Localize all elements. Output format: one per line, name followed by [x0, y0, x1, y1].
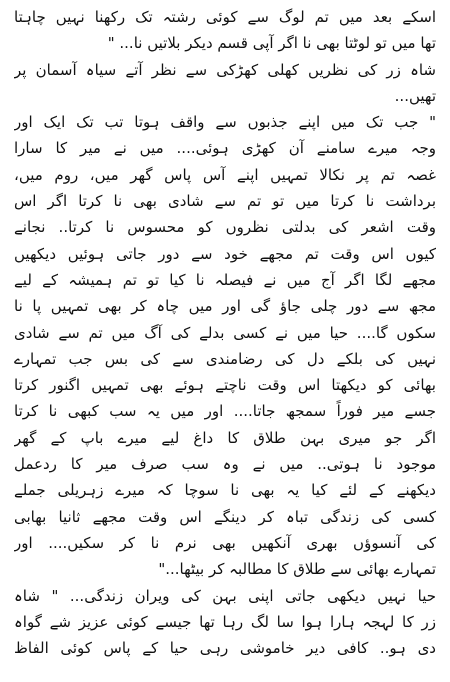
urdu-text-block	[14, 4, 436, 661]
text-line: تھا میں تو لوٹتا بھی نا اگر آپی قسم دیکر بلاتیں نا... "	[107, 34, 436, 53]
text-line: زر کا لہجہ ہارا ہوا سا لگ رہا تھا جیسے کوئی عزیز شے گواہ	[14, 612, 436, 631]
text-line: شاہ زر کی نظریں کھلی کھڑکی سے نظر آتے سیاہ آسمان پر	[14, 60, 436, 79]
text-line: " جب تک میں اپنے جذبوں سے واقف ہوتا تب تک ایک اور	[14, 113, 436, 132]
text-line: کسی کی زندگی تباہ کر دینگے اس وقت مجھے ثانیا بھابی	[14, 507, 436, 526]
text-line: کیوں اس وقت تم مجھے خود سے دور جاتی ہوئیں دیکھیں	[14, 244, 436, 263]
text-line: تمہارے بھائی سے طلاق کا مطالبہ کر بیٹھا..."	[158, 560, 436, 579]
text-line: موجود نا ہوتی.. میں نے وہ سب صرف میر کا ردعمل	[14, 455, 436, 474]
text-line: دی ہو.. کافی دیر خاموشی رہی حیا کے پاس کوئی الفاظ	[14, 639, 436, 658]
text-line: بھائی کو دیکھتا اس وقت ناچتے ہوئے بھی تمہیں اگنور کرتا	[14, 376, 436, 395]
text-line: حیا نہیں دیکھی جاتی اپنی بہن کی ویران زندگی... " شاہ	[14, 586, 436, 605]
text-line: مجھے لگا اگر آج میں نے فیصلہ نا کیا تو تم ہمیشہ کے لیے	[14, 270, 436, 289]
text-line: اسکے بعد میں تم لوگ سے کوئی رشتہ تک رکھنا نہیں چاہتا	[14, 8, 436, 26]
text-line: تھیں...	[394, 86, 436, 105]
text-line: اگر جو میری بہن طلاق کا داغ لیے میرے باپ کے گھر	[14, 428, 436, 447]
text-line: مجھ سے دور چلی جاؤ گی اور میں چاہ کر بھی تمہیں پا نا	[14, 297, 436, 316]
text-line: وجہ میرے سامنے آن کھڑی ہوئی.... میں نے میر کا سارا	[14, 139, 436, 158]
text-line: برداشت نا کرتا میں تو تم سے شادی بھی نا کرتا اگر اس	[14, 192, 436, 211]
text-line: سکوں گا.... حیا میں نے کسی بدلے کی آگ میں تم سے شادی	[14, 323, 436, 342]
text-line: کی آنسوؤں بھری آنکھیں بھی نرم نا کر سکیں.... اور	[14, 533, 436, 552]
text-line: وقت اشعر کی بدلتی نظروں کو محسوس نا کرتا.. نجانے	[14, 218, 436, 237]
text-line: دیکھنے کے لئے کیا یہ بھی نا سوچا کہ میرے زہریلی جملے	[14, 481, 436, 500]
text-line: غصہ تم پر نکالا تمہیں اپنے آس پاس گھر میں، روم میں،	[14, 165, 436, 184]
text-line: نہیں کی بلکے دل کی رضامندی سے کی بس جب تمہارے	[14, 349, 436, 368]
text-line: جسے میر فوراً سمجھ جاتا.... اور میں یہ سب کبھی نا کرتا	[14, 402, 436, 421]
